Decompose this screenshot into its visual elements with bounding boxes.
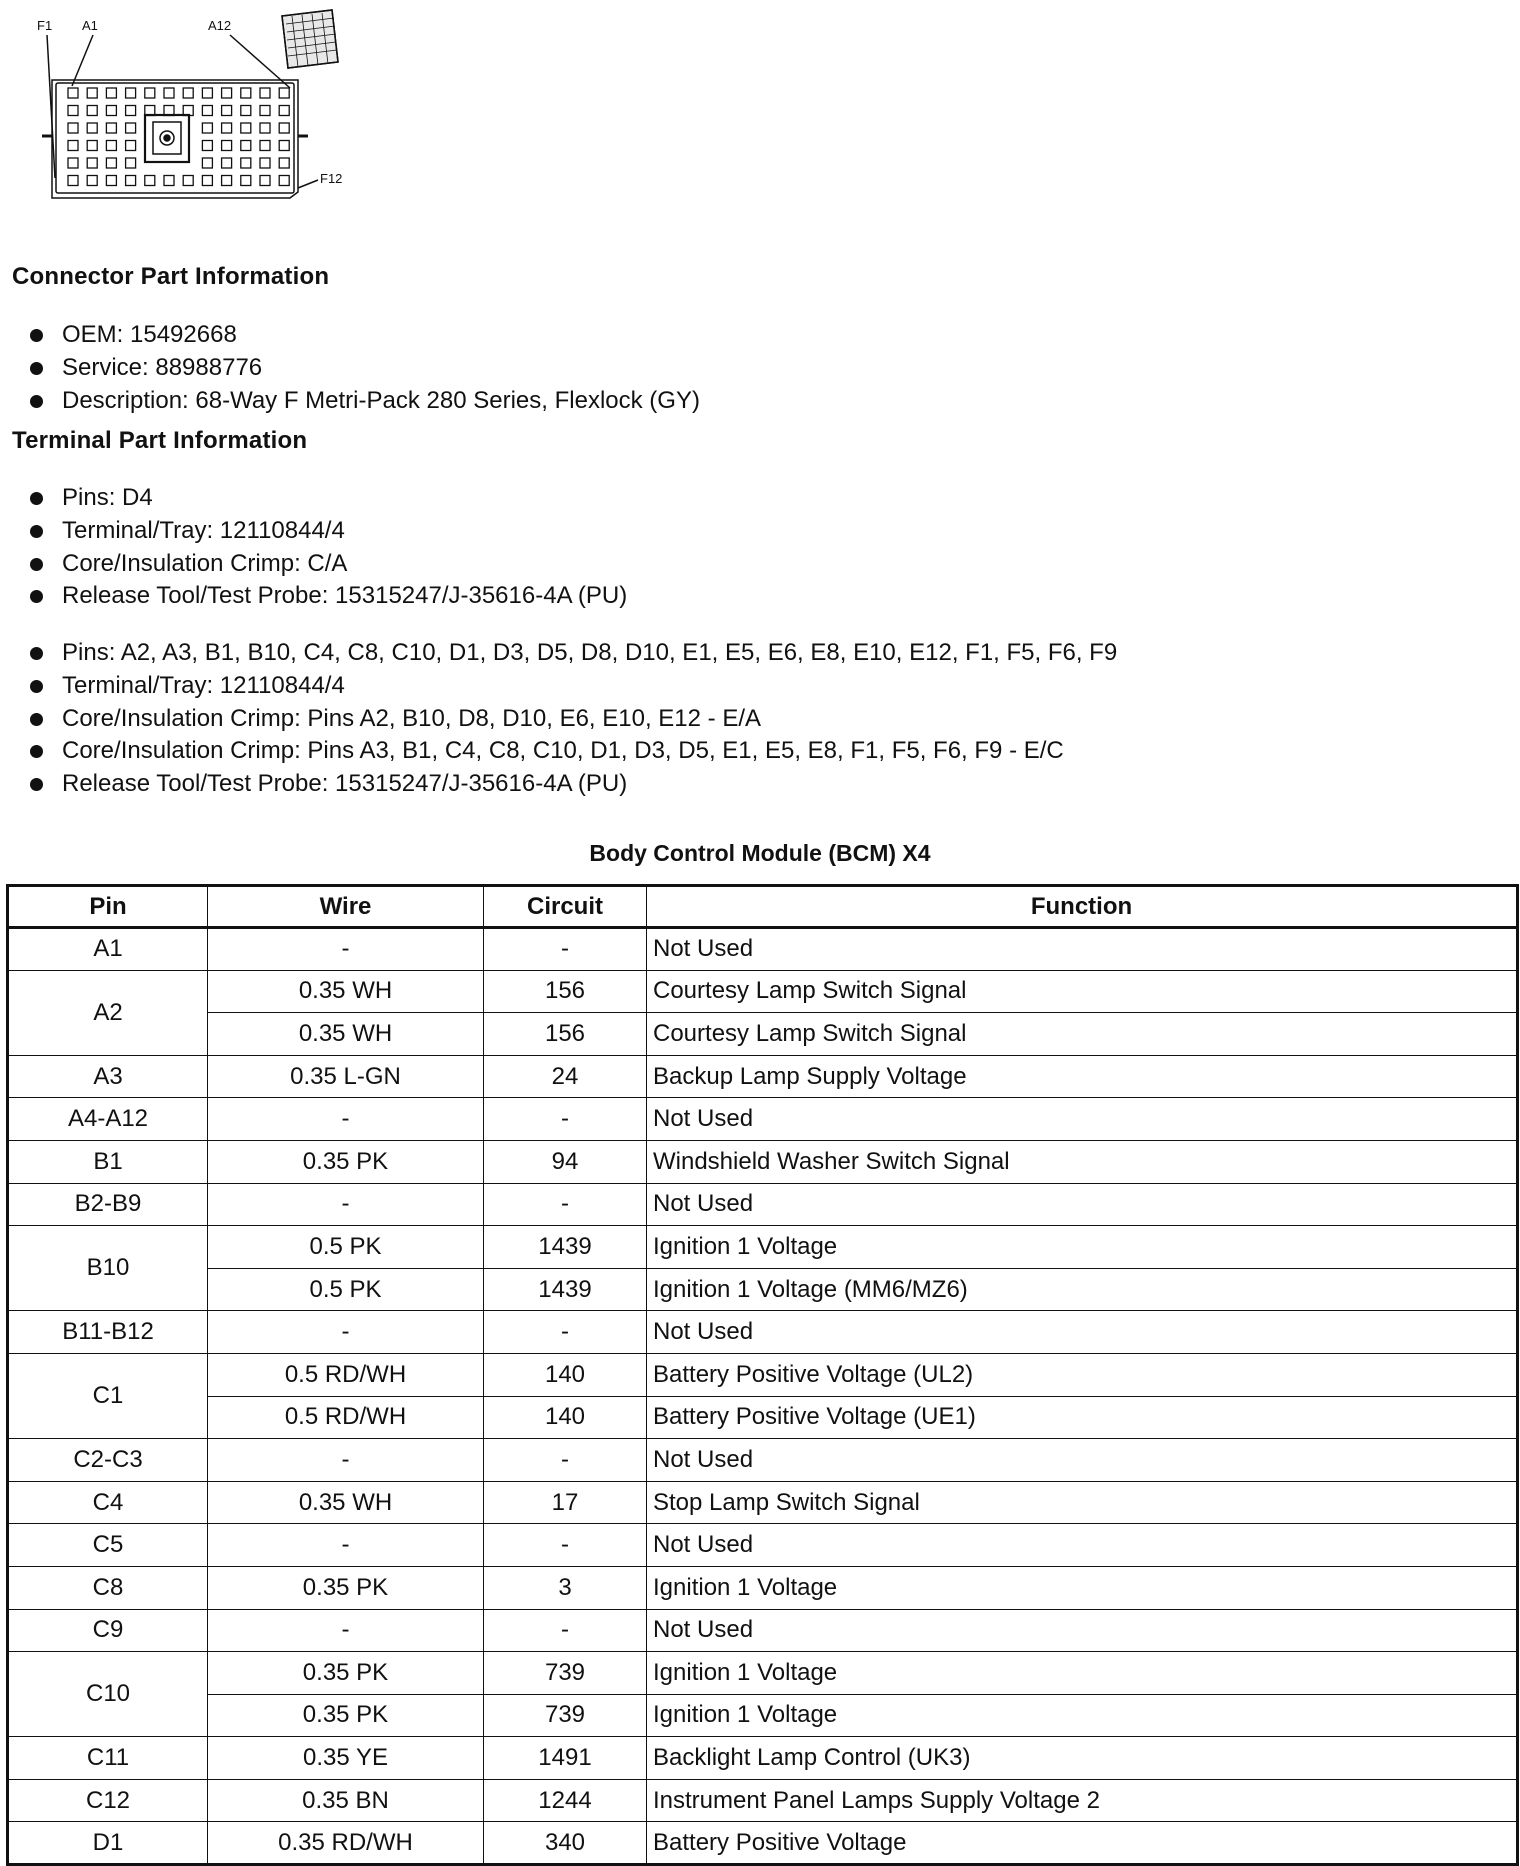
- cell-pin: B11-B12: [8, 1311, 208, 1354]
- table-row: [8, 1481, 1518, 1524]
- cell-wire: 0.35 WH: [208, 1013, 484, 1056]
- terminal-cavity: [202, 158, 212, 168]
- cell-pin: C2-C3: [8, 1439, 208, 1482]
- cell-circuit: -: [484, 1524, 647, 1567]
- terminal-cavity: [68, 123, 78, 133]
- cell-function: Not Used: [647, 928, 1518, 971]
- cell-function: Not Used: [647, 1183, 1518, 1226]
- cell-function: Battery Positive Voltage (UL2): [647, 1353, 1518, 1396]
- terminal-cavity: [279, 88, 289, 98]
- terminal-cavity: [145, 88, 155, 98]
- terminal-info-list-2: [28, 637, 1117, 801]
- terminal-cavity: [183, 88, 193, 98]
- cell-function: Not Used: [647, 1439, 1518, 1482]
- terminal-cavity: [126, 176, 136, 186]
- terminal-cavity: [279, 141, 289, 151]
- terminal-cavity: [164, 176, 174, 186]
- terminal-cavity: [241, 176, 251, 186]
- cell-wire: 0.5 PK: [208, 1226, 484, 1269]
- terminal-cavity: [202, 141, 212, 151]
- cell-pin: C11: [8, 1737, 208, 1780]
- cell-wire: 0.5 RD/WH: [208, 1396, 484, 1439]
- table-body: [8, 928, 1518, 1865]
- table-row: [8, 1183, 1518, 1226]
- table-row: [8, 1268, 1518, 1311]
- cell-circuit: 24: [484, 1055, 647, 1098]
- list-item: Terminal/Tray: 12110844/4: [28, 670, 1117, 703]
- cell-circuit: -: [484, 928, 647, 971]
- list-item: Core/Insulation Crimp: Pins A2, B10, D8, D10, E6, E10, E12 - E/A: [28, 703, 1117, 736]
- cell-function: Windshield Washer Switch Signal: [647, 1140, 1518, 1183]
- table-row: [8, 1439, 1518, 1482]
- terminal-cavity: [183, 176, 193, 186]
- terminal-cavity: [222, 141, 232, 151]
- cell-function: Stop Lamp Switch Signal: [647, 1481, 1518, 1524]
- cell-wire: -: [208, 1609, 484, 1652]
- cell-pin: A1: [8, 928, 208, 971]
- terminal-cavity: [279, 158, 289, 168]
- cell-wire: 0.35 PK: [208, 1652, 484, 1695]
- terminal-cavity: [106, 158, 116, 168]
- cell-wire: 0.35 PK: [208, 1694, 484, 1737]
- terminal-cavity: [260, 141, 270, 151]
- callout-a12: A12: [208, 18, 232, 33]
- terminal-cavity: [279, 106, 289, 116]
- terminal-cavity: [164, 88, 174, 98]
- terminal-cavity: [222, 158, 232, 168]
- cell-wire: -: [208, 1183, 484, 1226]
- cell-circuit: 340: [484, 1822, 647, 1865]
- terminal-cavity: [279, 176, 289, 186]
- table-row: [8, 1098, 1518, 1141]
- list-item: Core/Insulation Crimp: C/A: [28, 548, 627, 581]
- table-row: [8, 1140, 1518, 1183]
- cell-wire: 0.5 RD/WH: [208, 1353, 484, 1396]
- terminal-cavity: [87, 158, 97, 168]
- cell-pin: C4: [8, 1481, 208, 1524]
- terminal-cavity: [68, 176, 78, 186]
- table-row: [8, 1609, 1518, 1652]
- table-row: [8, 1566, 1518, 1609]
- terminal-cavity: [145, 176, 155, 186]
- cell-wire: -: [208, 1311, 484, 1354]
- cell-wire: 0.35 RD/WH: [208, 1822, 484, 1865]
- cell-pin: B10: [8, 1226, 208, 1311]
- terminal-info-list-1: [28, 482, 627, 613]
- cell-function: Ignition 1 Voltage: [647, 1652, 1518, 1695]
- list-item: Core/Insulation Crimp: Pins A3, B1, C4, C8, C10, D1, D3, D5, E1, E5, E8, F1, F5, F6, F9 - E/C: [28, 735, 1117, 768]
- list-item: Pins: A2, A3, B1, B10, C4, C8, C10, D1, D3, D5, D8, D10, E1, E5, E6, E8, E10, E12, F1, F5, F6, F9: [28, 637, 1117, 670]
- terminal-cavity: [260, 106, 270, 116]
- connector-info-heading: Connector Part Information: [12, 263, 330, 290]
- pin-table: [6, 884, 1519, 1866]
- cell-circuit: 3: [484, 1566, 647, 1609]
- cell-wire: 0.35 WH: [208, 970, 484, 1013]
- list-item: Release Tool/Test Probe: 15315247/J-35616-4A (PU): [28, 580, 627, 613]
- terminal-cavity: [260, 123, 270, 133]
- cell-circuit: 156: [484, 1013, 647, 1056]
- table-row: [8, 1396, 1518, 1439]
- connector-side-view: [282, 10, 338, 68]
- cell-circuit: 739: [484, 1694, 647, 1737]
- terminal-cavity: [68, 141, 78, 151]
- cell-circuit: 1244: [484, 1779, 647, 1822]
- cell-circuit: 1491: [484, 1737, 647, 1780]
- table-row: [8, 1737, 1518, 1780]
- table-row: [8, 1013, 1518, 1056]
- terminal-cavity: [222, 176, 232, 186]
- terminal-cavity: [260, 88, 270, 98]
- terminal-cavity: [126, 106, 136, 116]
- cell-pin: A3: [8, 1055, 208, 1098]
- cell-function: Instrument Panel Lamps Supply Voltage 2: [647, 1779, 1518, 1822]
- table-row: [8, 1524, 1518, 1567]
- cell-circuit: 94: [484, 1140, 647, 1183]
- cell-function: Not Used: [647, 1311, 1518, 1354]
- cell-circuit: -: [484, 1183, 647, 1226]
- table-row: [8, 1353, 1518, 1396]
- terminal-cavity: [241, 141, 251, 151]
- terminal-info-heading: Terminal Part Information: [12, 427, 308, 454]
- terminal-cavity: [87, 88, 97, 98]
- cell-pin: B1: [8, 1140, 208, 1183]
- table-row: [8, 1694, 1518, 1737]
- cell-circuit: -: [484, 1439, 647, 1482]
- table-row: [8, 1055, 1518, 1098]
- cell-pin: B2-B9: [8, 1183, 208, 1226]
- terminal-cavity: [222, 106, 232, 116]
- table-title: Body Control Module (BCM) X4: [589, 840, 931, 866]
- cell-circuit: -: [484, 1098, 647, 1141]
- terminal-cavity: [106, 123, 116, 133]
- connector-diagram: [20, 8, 360, 213]
- connector-info-list: [28, 319, 700, 417]
- cell-wire: 0.35 BN: [208, 1779, 484, 1822]
- cell-function: Ignition 1 Voltage: [647, 1694, 1518, 1737]
- terminal-cavity: [106, 176, 116, 186]
- callout-f1: F1: [37, 18, 53, 33]
- cell-wire: 0.5 PK: [208, 1268, 484, 1311]
- cell-pin: A2: [8, 970, 208, 1055]
- cell-circuit: 140: [484, 1396, 647, 1439]
- terminal-cavity: [68, 106, 78, 116]
- list-item: Release Tool/Test Probe: 15315247/J-35616-4A (PU): [28, 768, 1117, 801]
- callout-f12: F12: [320, 171, 343, 186]
- terminal-cavity: [87, 123, 97, 133]
- terminal-cavity: [222, 88, 232, 98]
- cell-circuit: -: [484, 1311, 647, 1354]
- cell-function: Not Used: [647, 1098, 1518, 1141]
- terminal-cavity: [279, 123, 289, 133]
- table-row: [8, 928, 1518, 971]
- cell-pin: C12: [8, 1779, 208, 1822]
- terminal-cavity: [202, 106, 212, 116]
- header-circuit: Circuit: [484, 886, 647, 928]
- terminal-cavity: [260, 158, 270, 168]
- table-row: [8, 1779, 1518, 1822]
- cell-circuit: 1439: [484, 1268, 647, 1311]
- terminal-cavity: [260, 176, 270, 186]
- table-row: [8, 1652, 1518, 1695]
- cell-wire: -: [208, 1524, 484, 1567]
- terminal-cavity: [202, 123, 212, 133]
- callout-a1: A1: [82, 18, 98, 33]
- terminal-cavity: [68, 88, 78, 98]
- cell-circuit: 1439: [484, 1226, 647, 1269]
- terminal-cavity: [126, 141, 136, 151]
- cell-function: Backup Lamp Supply Voltage: [647, 1055, 1518, 1098]
- cell-pin: C5: [8, 1524, 208, 1567]
- header-pin: Pin: [8, 886, 208, 928]
- cell-pin: A4-A12: [8, 1098, 208, 1141]
- cell-wire: 0.35 L-GN: [208, 1055, 484, 1098]
- cell-wire: 0.35 PK: [208, 1566, 484, 1609]
- cell-pin: C9: [8, 1609, 208, 1652]
- terminal-cavity: [87, 106, 97, 116]
- terminal-cavity: [202, 176, 212, 186]
- table-header-row: [8, 886, 1518, 928]
- cell-wire: 0.35 YE: [208, 1737, 484, 1780]
- header-function: Function: [647, 886, 1518, 928]
- terminal-cavity: [106, 106, 116, 116]
- header-wire: Wire: [208, 886, 484, 928]
- cell-pin: C1: [8, 1353, 208, 1438]
- cell-function: Battery Positive Voltage: [647, 1822, 1518, 1865]
- terminal-cavity: [222, 123, 232, 133]
- cell-wire: -: [208, 1098, 484, 1141]
- terminal-cavity: [87, 176, 97, 186]
- cell-function: Battery Positive Voltage (UE1): [647, 1396, 1518, 1439]
- connector-face: [42, 80, 308, 198]
- terminal-cavity: [126, 158, 136, 168]
- cell-wire: -: [208, 928, 484, 971]
- cell-wire: 0.35 WH: [208, 1481, 484, 1524]
- terminal-cavity: [87, 141, 97, 151]
- cell-circuit: 140: [484, 1353, 647, 1396]
- list-item: Service: 88988776: [28, 352, 700, 385]
- cell-circuit: -: [484, 1609, 647, 1652]
- terminal-cavity: [126, 123, 136, 133]
- cell-function: Courtesy Lamp Switch Signal: [647, 1013, 1518, 1056]
- terminal-cavity: [241, 106, 251, 116]
- cell-function: Not Used: [647, 1609, 1518, 1652]
- list-item: Terminal/Tray: 12110844/4: [28, 515, 627, 548]
- terminal-cavity: [202, 88, 212, 98]
- table-row: [8, 1311, 1518, 1354]
- cell-circuit: 17: [484, 1481, 647, 1524]
- terminal-cavity: [68, 158, 78, 168]
- cell-circuit: 739: [484, 1652, 647, 1695]
- cell-function: Ignition 1 Voltage (MM6/MZ6): [647, 1268, 1518, 1311]
- cell-wire: 0.35 PK: [208, 1140, 484, 1183]
- cell-circuit: 156: [484, 970, 647, 1013]
- terminal-cavity: [106, 88, 116, 98]
- cell-pin: C8: [8, 1566, 208, 1609]
- terminal-cavity: [126, 88, 136, 98]
- terminal-cavity: [241, 123, 251, 133]
- terminal-cavity: [241, 88, 251, 98]
- table-row: [8, 970, 1518, 1013]
- cell-function: Not Used: [647, 1524, 1518, 1567]
- cavity-grid: [68, 88, 289, 186]
- terminal-cavity: [106, 141, 116, 151]
- cell-function: Ignition 1 Voltage: [647, 1566, 1518, 1609]
- cell-function: Backlight Lamp Control (UK3): [647, 1737, 1518, 1780]
- cell-pin: D1: [8, 1822, 208, 1865]
- terminal-cavity: [241, 158, 251, 168]
- cell-pin: C10: [8, 1652, 208, 1737]
- cell-wire: -: [208, 1439, 484, 1482]
- table-row: [8, 1822, 1518, 1865]
- table-row: [8, 1226, 1518, 1269]
- list-item: OEM: 15492668: [28, 319, 700, 352]
- list-item: Pins: D4: [28, 482, 627, 515]
- cell-function: Courtesy Lamp Switch Signal: [647, 970, 1518, 1013]
- list-item: Description: 68-Way F Metri-Pack 280 Series, Flexlock (GY): [28, 385, 700, 418]
- cell-function: Ignition 1 Voltage: [647, 1226, 1518, 1269]
